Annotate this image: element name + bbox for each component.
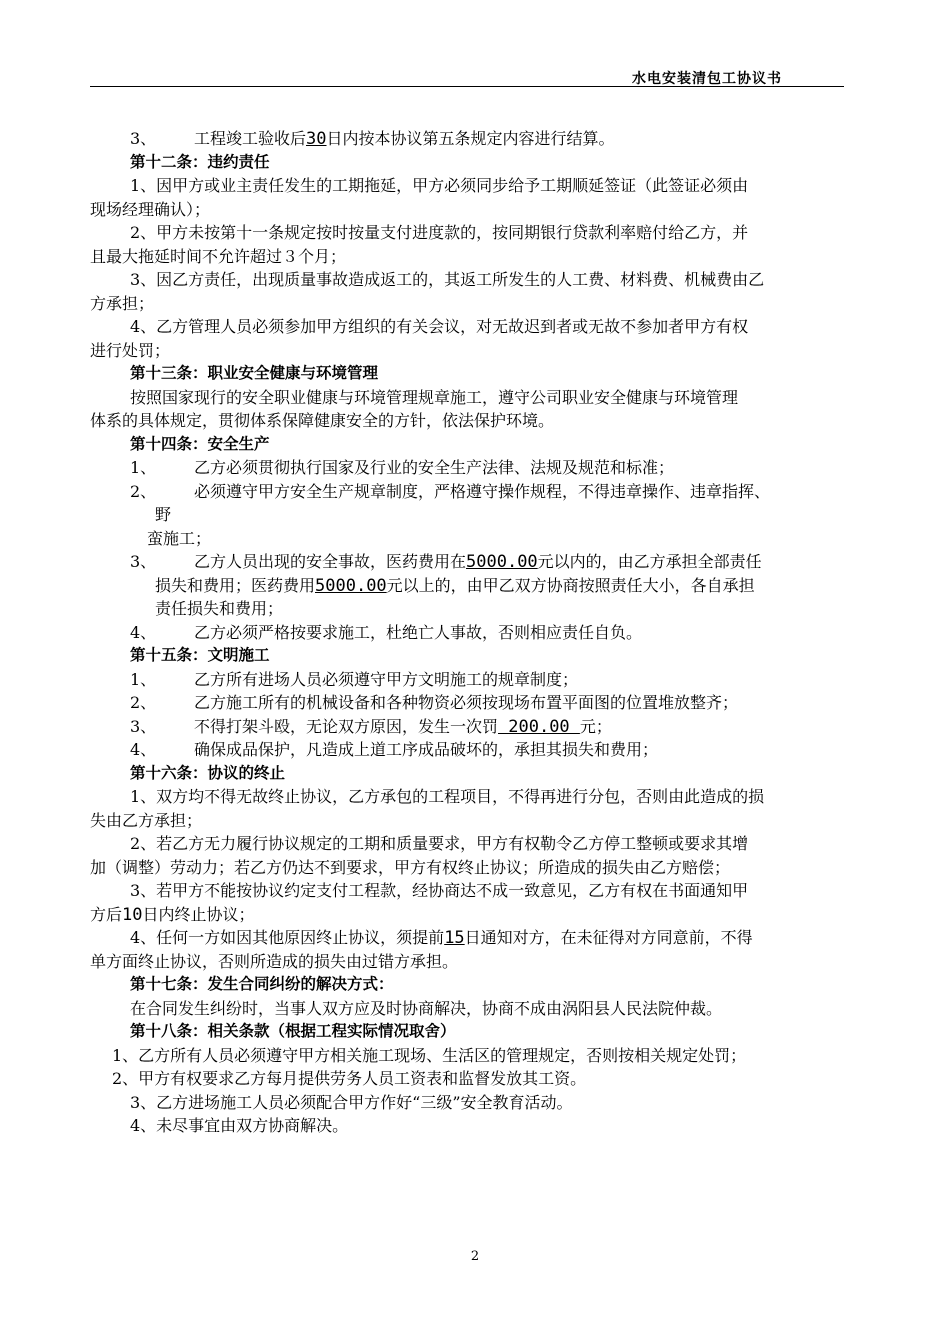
section-heading-12: 第十二条：违约责任 (130, 152, 270, 171)
clause-text: 日通知对方，在未征得对方同意前，不得 (464, 928, 753, 947)
item-number: 3、 (130, 129, 157, 148)
clause-text: 必须遵守甲方安全生产规章制度，严格遵守操作规程，不得违章操作、违章指挥、 (194, 481, 771, 501)
clause-line: 4、乙方管理人员必须参加甲方组织的有关会议，对无故迟到者或无故不参加者甲方有权 (130, 317, 749, 336)
item-number: 2、 (130, 693, 157, 712)
clause-line: 3、因乙方责任，出现质量事故造成返工的，其返工所发生的人工费、材料费、机械费由乙 (130, 270, 765, 289)
clause-text: 4、任何一方如因其他原因终止协议，须提前 (130, 928, 445, 947)
clause-text: 乙方所有进场人员必须遵守甲方文明施工的规章制度； (194, 669, 579, 689)
clause-line: 失由乙方承担； (90, 810, 203, 830)
clause-line: 4、未尽事宜由双方协商解决。 (130, 1116, 349, 1135)
clause-text: 乙方必须严格按要求施工，杜绝亡人事故，否则相应责任自负。 (194, 622, 643, 642)
page-number: 2 (470, 1249, 480, 1264)
clause-line: 3、乙方进场施工人员必须配合甲方作好“三级”安全教育活动。 (130, 1092, 573, 1112)
clause-line: 蛮施工； (147, 528, 212, 548)
clause-text: 不得打架斗殴，无论双方原因，发生一次罚 (194, 716, 499, 736)
clause-text: 工程竣工验收后 (194, 129, 307, 148)
clause-line (90, 456, 860, 480)
underlined-value: 200.00 (498, 716, 580, 737)
clause-line (90, 738, 860, 762)
clause-line: 野 (155, 505, 172, 524)
clause-text: 乙方施工所有的机械设备和各种物资必须按现场布置平面图的位置堆放整齐； (194, 693, 739, 712)
document-body (90, 127, 860, 1138)
clause-line (90, 691, 860, 715)
clause-text: 方后 (90, 904, 123, 924)
section-heading-18: 第十八条：相关条款（根据工程实际情况取舍） (130, 1022, 456, 1040)
item-number: 3、 (130, 552, 157, 571)
clause-line: 按照国家现行的安全职业健康与环境管理规章施工，遵守公司职业安全健康与环境管理 (130, 387, 739, 407)
clause-line (90, 668, 860, 692)
item-number: 1、 (130, 669, 157, 689)
item-number: 4、 (130, 740, 157, 759)
clause-line: 现场经理确认）； (90, 199, 211, 219)
clause-line (90, 127, 860, 151)
item-number: 2、 (130, 481, 157, 501)
clause-text: 日内按本协议第五条规定内容进行结算。 (326, 129, 615, 148)
clause-text: 乙方人员出现的安全事故，医药费用在 (194, 552, 467, 571)
clause-text: 元； (579, 716, 612, 736)
value-text: 10 (122, 904, 143, 925)
section-heading-17: 第十七条：发生合同纠纷的解决方式： (130, 975, 394, 993)
underlined-value: 5000.00 (315, 575, 387, 596)
item-number: 3、 (130, 716, 157, 736)
item-number: 1、 (130, 458, 157, 477)
clause-line: 2、甲方有权要求乙方每月提供劳务人员工资表和监督发放其工资。 (112, 1069, 587, 1088)
clause-line: 2、甲方未按第十一条规定按时按量支付进度款的，按同期银行贷款利率赔付给乙方，并 (130, 223, 749, 242)
clause-line (90, 480, 860, 504)
clause-text: 损失和费用；医药费用 (155, 575, 316, 595)
clause-line: 1、双方均不得无故终止协议，乙方承包的工程项目，不得再进行分包，否则由此造成的损 (130, 787, 765, 806)
underlined-value: 5000.00 (466, 552, 538, 572)
clause-line: 体系的具体规定，贯彻体系保障健康安全的方针，依法保护环境。 (90, 411, 555, 430)
clause-line: 在合同发生纠纷时，当事人双方应及时协商解决，协商不成由涡阳县人民法院仲裁。 (130, 998, 723, 1018)
clause-line (90, 550, 860, 574)
item-number: 4、 (130, 622, 157, 642)
clause-line: 2、若乙方无力履行协议规定的工期和质量要求，甲方有权勒令乙方停工整顿或要求其增 (130, 834, 749, 853)
clause-line: 1、乙方所有人员必须遵守甲方相关施工现场、生活区的管理规定，否则按相关规定处罚； (112, 1045, 747, 1065)
underlined-value: 30 (306, 129, 327, 149)
clause-text: 日内终止协议； (142, 904, 255, 924)
clause-line: 1、因甲方或业主责任发生的工期拖延，甲方必须同步给予工期顺延签证（此签证必须由 (130, 176, 749, 195)
section-heading-16: 第十六条：协议的终止 (130, 763, 286, 782)
section-heading-14: 第十四条：安全生产 (130, 434, 270, 453)
header-title: 水电安装清包工协议书 (632, 71, 782, 87)
clause-text: 确保成品保护，凡造成上道工序成品破坏的，承担其损失和费用； (194, 740, 659, 759)
clause-line: 单方面终止协议，否则所造成的损失由过错方承担。 (90, 951, 459, 971)
clause-line: 3、若甲方不能按协议约定支付工程款，经协商达不成一致意见，乙方有权在书面通知甲 (130, 881, 749, 900)
clause-line (90, 715, 860, 739)
clause-text: 元以上的，由甲乙双方协商按照责任大小，各自承担 (386, 575, 755, 595)
clause-line: 责任损失和费用； (155, 599, 284, 618)
section-heading-13: 第十三条：职业安全健康与环境管理 (130, 364, 379, 382)
underlined-value: 15 (444, 928, 465, 948)
page-header (90, 66, 844, 87)
clause-line: 且最大拖延时间不允许超过３个月； (90, 246, 347, 266)
clause-line: 进行处罚； (90, 340, 171, 360)
clause-line: 方承担； (90, 293, 155, 313)
section-heading-15: 第十五条：文明施工 (130, 646, 270, 664)
clause-line (90, 574, 860, 598)
clause-line: 加（调整）劳动力；若乙方仍达不到要求，甲方有权终止协议；所造成的损失由乙方赔偿； (90, 857, 731, 877)
clause-text: 乙方必须贯彻执行国家及行业的安全生产法律、法规及规范和标准； (194, 458, 675, 477)
clause-line (90, 903, 860, 927)
clause-line (90, 621, 860, 645)
clause-line (90, 926, 860, 950)
clause-text: 元以内的，由乙方承担全部责任 (537, 552, 762, 571)
